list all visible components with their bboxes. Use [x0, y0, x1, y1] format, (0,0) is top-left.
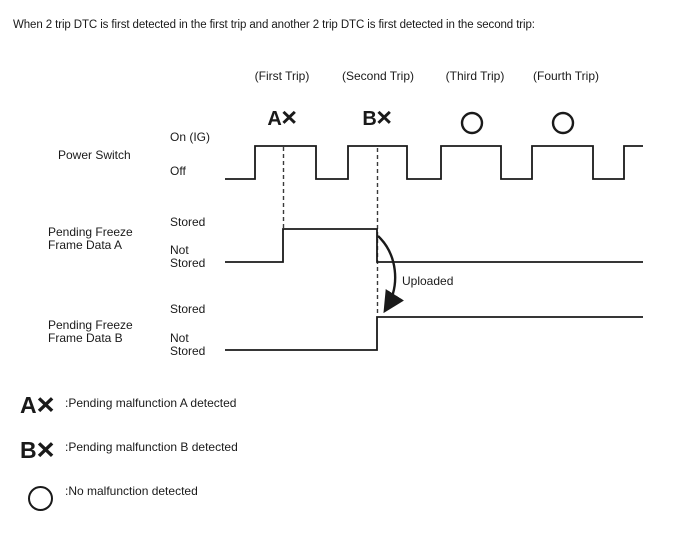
- cross-icon: ×: [281, 104, 299, 133]
- no-malfunction-icon: [28, 486, 53, 511]
- legend-b-letter: B: [20, 437, 38, 463]
- uploaded-label: Uploaded: [402, 274, 454, 288]
- freeze-frame-a-label-line1: Pending Freeze: [48, 225, 133, 239]
- marker-a-letter: A: [267, 108, 283, 130]
- marker-b-letter: B: [362, 108, 378, 130]
- freeze-frame-a-notstored-line2: Stored: [170, 255, 206, 270]
- freeze-frame-a-waveform: [225, 229, 643, 262]
- power-switch-label: Power Switch: [58, 148, 131, 162]
- freeze-frame-b-notstored-line2: Stored: [170, 343, 206, 358]
- no-malfunction-icon: [553, 113, 573, 133]
- cross-icon: ×: [376, 104, 394, 133]
- freeze-frame-b-label-line2: Frame Data B: [48, 330, 123, 345]
- freeze-frame-b-stored-label: Stored: [170, 302, 206, 316]
- page-title: When 2 trip DTC is first detected in the first trip and another 2 trip DTC is first detected in the second trip:: [13, 19, 535, 31]
- trip-header-first: (First Trip): [254, 69, 310, 83]
- legend-symbol-pending-a: [20, 387, 56, 422]
- freeze-frame-a-notstored-label: [170, 244, 205, 269]
- legend-symbol-pending-b: [20, 432, 56, 467]
- cross-icon: ×: [36, 387, 56, 422]
- freeze-frame-b-notstored-label: [170, 332, 205, 357]
- freeze-frame-b-waveform: [225, 317, 643, 350]
- legend-text-pending-a: :Pending malfunction A detected: [65, 396, 237, 410]
- power-switch-waveform: [225, 146, 643, 179]
- freeze-frame-a-notstored-line1: Not: [170, 243, 189, 257]
- uploaded-arrow-icon: [378, 236, 395, 309]
- legend-text-no-malfunction: :No malfunction detected: [65, 484, 198, 498]
- trip-header-fourth: (Fourth Trip): [532, 69, 600, 83]
- freeze-frame-a-label-line2: Frame Data A: [48, 237, 123, 252]
- trip-header-third: (Third Trip): [445, 69, 505, 83]
- power-on-label: On (IG): [170, 130, 211, 144]
- legend-text-pending-b: :Pending malfunction B detected: [65, 440, 238, 454]
- freeze-frame-a-label: [48, 226, 133, 251]
- freeze-frame-b-notstored-line1: Not: [170, 331, 189, 345]
- no-malfunction-icon: [462, 113, 482, 133]
- power-off-label: Off: [170, 164, 186, 178]
- freeze-frame-b-label-line1: Pending Freeze: [48, 318, 133, 332]
- trip-header-second: (Second Trip): [341, 69, 415, 83]
- legend-a-letter: A: [20, 392, 38, 418]
- cross-icon: ×: [36, 432, 56, 467]
- freeze-frame-a-stored-label: Stored: [170, 215, 206, 229]
- freeze-frame-b-label: [48, 319, 133, 344]
